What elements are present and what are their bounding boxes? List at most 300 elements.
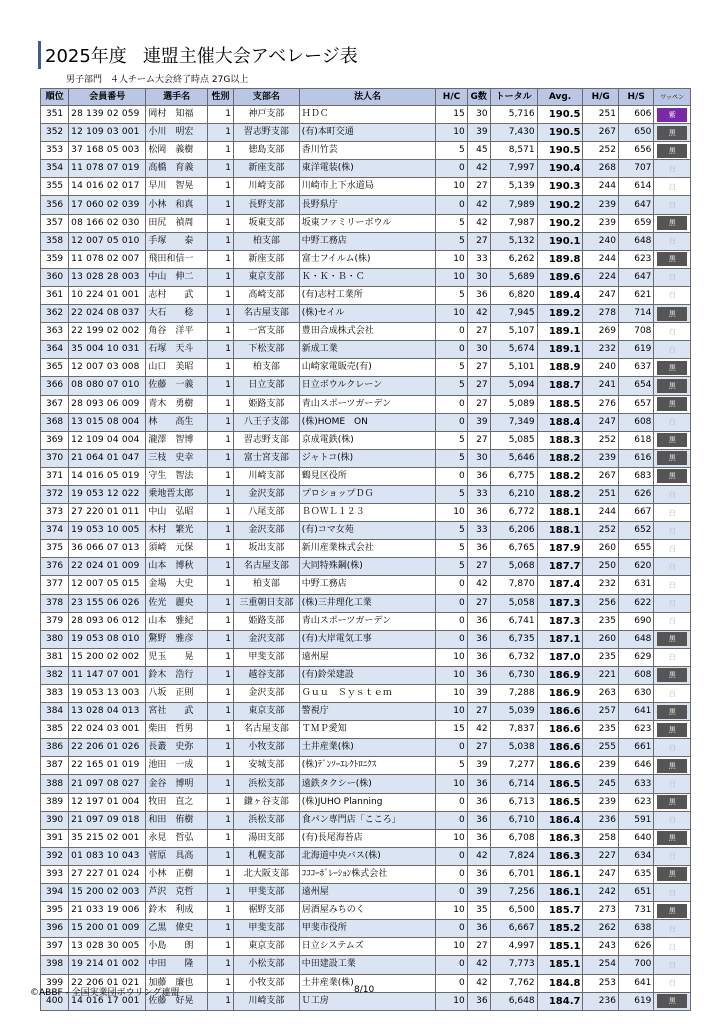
handicap-cell: 0 <box>436 630 467 648</box>
average-cell: 186.1 <box>537 884 583 902</box>
patch-cell <box>654 685 691 703</box>
table-row <box>41 540 691 558</box>
table-row <box>41 829 691 847</box>
high-series-cell: 690 <box>618 612 653 630</box>
rank-cell: 360 <box>41 268 69 286</box>
member-number-cell: 12 197 01 004 <box>69 793 146 811</box>
company-cell: 青山スポーツガーデン <box>299 395 436 413</box>
games-cell: 36 <box>467 865 490 883</box>
member-number-cell: 08 080 07 010 <box>69 377 146 395</box>
total-cell: 7,762 <box>490 974 537 992</box>
total-cell: 6,210 <box>490 485 537 503</box>
table-row <box>41 286 691 304</box>
company-cell: 坂東ファミリーボウル <box>299 214 436 232</box>
patch-badge: 白 <box>668 327 676 336</box>
games-cell: 27 <box>467 359 490 377</box>
rank-cell: 395 <box>41 902 69 920</box>
gender-cell: 1 <box>207 938 233 956</box>
high-game-cell: 252 <box>583 431 618 449</box>
high-series-cell: 630 <box>618 685 653 703</box>
header-patch: ワッペン <box>654 89 691 106</box>
high-game-cell: 260 <box>583 630 618 648</box>
header-branch: 支部名 <box>233 89 299 106</box>
high-series-cell: 707 <box>618 160 653 178</box>
high-series-cell: 641 <box>618 703 653 721</box>
footer-copyright: ©ABBF - 全国実業団ボウリング連盟 <box>30 988 180 998</box>
high-game-cell: 268 <box>583 160 618 178</box>
total-cell: 5,039 <box>490 703 537 721</box>
handicap-cell: 0 <box>436 594 467 612</box>
high-series-cell: 714 <box>618 305 653 323</box>
table-row <box>41 359 691 377</box>
high-series-cell: 637 <box>618 359 653 377</box>
patch-cell <box>654 757 691 775</box>
handicap-cell: 0 <box>436 395 467 413</box>
rank-cell: 392 <box>41 847 69 865</box>
member-number-cell: 10 224 01 001 <box>69 286 146 304</box>
rank-cell: 372 <box>41 485 69 503</box>
handicap-cell: 10 <box>436 902 467 920</box>
table-row <box>41 196 691 214</box>
page-title <box>45 42 358 68</box>
gender-cell: 1 <box>207 775 233 793</box>
average-cell: 186.6 <box>537 721 583 739</box>
average-cell: 185.7 <box>537 902 583 920</box>
patch-cell <box>654 286 691 304</box>
member-number-cell: 22 024 08 037 <box>69 305 146 323</box>
rank-cell: 367 <box>41 395 69 413</box>
patch-badge: 白 <box>668 942 676 951</box>
games-cell: 27 <box>467 594 490 612</box>
company-cell: (有)大岸電気工事 <box>299 630 436 648</box>
high-game-cell: 252 <box>583 142 618 160</box>
patch-cell <box>654 703 691 721</box>
table-row <box>41 214 691 232</box>
handicap-cell: 0 <box>436 739 467 757</box>
handicap-cell: 0 <box>436 956 467 974</box>
patch-cell <box>654 413 691 431</box>
gender-cell: 1 <box>207 829 233 847</box>
patch-cell <box>654 232 691 250</box>
patch-badge: 白 <box>668 418 676 427</box>
table-row <box>41 902 691 920</box>
member-number-cell: 15 200 02 003 <box>69 884 146 902</box>
gender-cell: 1 <box>207 576 233 594</box>
total-cell: 5,094 <box>490 377 537 395</box>
patch-cell <box>654 902 691 920</box>
patch-badge: 黒 <box>657 632 687 646</box>
games-cell: 27 <box>467 558 490 576</box>
patch-cell <box>654 395 691 413</box>
games-cell: 39 <box>467 413 490 431</box>
high-series-cell: 619 <box>618 341 653 359</box>
handicap-cell: 5 <box>436 142 467 160</box>
gender-cell: 1 <box>207 540 233 558</box>
header-company: 法人名 <box>299 89 436 106</box>
gender-cell: 1 <box>207 395 233 413</box>
total-cell: 6,500 <box>490 902 537 920</box>
handicap-cell: 0 <box>436 811 467 829</box>
company-cell: (有)長尾海苔店 <box>299 829 436 847</box>
high-series-cell: 657 <box>618 395 653 413</box>
high-series-cell: 651 <box>618 884 653 902</box>
company-cell: ジャトコ(株) <box>299 449 436 467</box>
high-series-cell: 622 <box>618 594 653 612</box>
company-cell: 香川竹芸 <box>299 142 436 160</box>
handicap-cell: 10 <box>436 504 467 522</box>
player-name-cell: 金谷 博明 <box>146 775 208 793</box>
player-name-cell: 小川 明宏 <box>146 124 208 142</box>
rank-cell: 369 <box>41 431 69 449</box>
company-cell: Ｕ工房 <box>299 992 436 1010</box>
handicap-cell: 0 <box>436 196 467 214</box>
member-number-cell: 12 109 04 004 <box>69 431 146 449</box>
branch-cell: 高崎支部 <box>233 286 299 304</box>
gender-cell: 1 <box>207 196 233 214</box>
company-cell: 新成工業 <box>299 341 436 359</box>
gender-cell: 1 <box>207 884 233 902</box>
games-cell: 36 <box>467 467 490 485</box>
high-game-cell: 273 <box>583 902 618 920</box>
handicap-cell: 10 <box>436 666 467 684</box>
gender-cell: 1 <box>207 323 233 341</box>
rank-cell: 387 <box>41 757 69 775</box>
handicap-cell: 5 <box>436 485 467 503</box>
average-cell: 186.3 <box>537 829 583 847</box>
table-header-row <box>41 89 691 106</box>
games-cell: 42 <box>467 160 490 178</box>
member-number-cell: 11 078 07 019 <box>69 160 146 178</box>
table-row <box>41 721 691 739</box>
branch-cell: 日立支部 <box>233 377 299 395</box>
player-name-cell: 石塚 天斗 <box>146 341 208 359</box>
gender-cell: 1 <box>207 920 233 938</box>
patch-cell <box>654 739 691 757</box>
games-cell: 30 <box>467 106 490 124</box>
patch-badge: 黒 <box>657 361 687 375</box>
high-series-cell: 621 <box>618 286 653 304</box>
rank-cell: 386 <box>41 739 69 757</box>
games-cell: 36 <box>467 666 490 684</box>
branch-cell: 姫路支部 <box>233 395 299 413</box>
table-row <box>41 884 691 902</box>
rank-cell: 393 <box>41 865 69 883</box>
player-name-cell: 菅原 具高 <box>146 847 208 865</box>
rank-cell: 400 <box>41 992 69 1010</box>
branch-cell: 甲斐支部 <box>233 920 299 938</box>
average-cell: 187.7 <box>537 558 583 576</box>
rank-cell: 352 <box>41 124 69 142</box>
player-name-cell: 志村 武 <box>146 286 208 304</box>
games-cell: 42 <box>467 956 490 974</box>
rank-cell: 361 <box>41 286 69 304</box>
gender-cell: 1 <box>207 974 233 992</box>
gender-cell: 1 <box>207 902 233 920</box>
gender-cell: 1 <box>207 178 233 196</box>
branch-cell: 北大阪支部 <box>233 865 299 883</box>
patch-badge: 白 <box>668 273 676 282</box>
branch-cell: 習志野支部 <box>233 431 299 449</box>
table-row <box>41 485 691 503</box>
total-cell: 5,646 <box>490 449 537 467</box>
player-name-cell: 松岡 義樹 <box>146 142 208 160</box>
average-cell: 189.1 <box>537 323 583 341</box>
high-game-cell: 260 <box>583 540 618 558</box>
average-cell: 186.9 <box>537 685 583 703</box>
high-game-cell: 239 <box>583 196 618 214</box>
company-cell: 鶴見区役所 <box>299 467 436 485</box>
branch-cell: 三重朝日支部 <box>233 594 299 612</box>
total-cell: 7,256 <box>490 884 537 902</box>
high-game-cell: 235 <box>583 648 618 666</box>
high-game-cell: 278 <box>583 305 618 323</box>
high-series-cell: 629 <box>618 648 653 666</box>
table-row <box>41 594 691 612</box>
games-cell: 33 <box>467 250 490 268</box>
player-name-cell: 大石 稔 <box>146 305 208 323</box>
games-cell: 27 <box>467 232 490 250</box>
title-accent-bar <box>38 41 41 69</box>
table-row <box>41 630 691 648</box>
high-series-cell: 667 <box>618 504 653 522</box>
patch-badge: 紫 <box>657 108 687 122</box>
table-body <box>41 106 691 1011</box>
handicap-cell: 0 <box>436 793 467 811</box>
patch-badge: 白 <box>668 960 676 969</box>
high-series-cell: 606 <box>618 106 653 124</box>
gender-cell: 1 <box>207 413 233 431</box>
member-number-cell: 28 093 06 012 <box>69 612 146 630</box>
high-series-cell: 659 <box>618 214 653 232</box>
patch-cell <box>654 124 691 142</box>
games-cell: 42 <box>467 721 490 739</box>
subtitle-division: 男子部門 <box>66 75 103 85</box>
table-row <box>41 739 691 757</box>
games-cell: 27 <box>467 323 490 341</box>
gender-cell: 1 <box>207 685 233 703</box>
average-cell: 188.2 <box>537 467 583 485</box>
branch-cell: 甲斐支部 <box>233 648 299 666</box>
handicap-cell: 0 <box>436 974 467 992</box>
handicap-cell: 10 <box>436 124 467 142</box>
patch-badge: 黒 <box>657 451 687 465</box>
gender-cell: 1 <box>207 992 233 1010</box>
high-series-cell: 623 <box>618 250 653 268</box>
handicap-cell: 5 <box>436 522 467 540</box>
patch-badge: 黒 <box>657 904 687 918</box>
patch-badge: 白 <box>668 780 676 789</box>
patch-badge: 白 <box>668 508 676 517</box>
company-cell: ＨＤＣ <box>299 106 436 124</box>
gender-cell: 1 <box>207 232 233 250</box>
high-game-cell: 244 <box>583 178 618 196</box>
company-cell: (株)三井理化工業 <box>299 594 436 612</box>
patch-badge: 白 <box>668 291 676 300</box>
table-row <box>41 431 691 449</box>
company-cell: 遠州屋 <box>299 648 436 666</box>
total-cell: 5,689 <box>490 268 537 286</box>
average-cell: 187.1 <box>537 630 583 648</box>
gender-cell: 1 <box>207 594 233 612</box>
average-cell: 189.6 <box>537 268 583 286</box>
player-name-cell: 柴田 哲男 <box>146 721 208 739</box>
patch-cell <box>654 178 691 196</box>
high-game-cell: 247 <box>583 286 618 304</box>
high-series-cell: 608 <box>618 666 653 684</box>
handicap-cell: 0 <box>436 341 467 359</box>
gender-cell: 1 <box>207 449 233 467</box>
patch-cell <box>654 431 691 449</box>
patch-badge: 黒 <box>657 397 687 411</box>
company-cell: (有)志村工業所 <box>299 286 436 304</box>
high-game-cell: 276 <box>583 395 618 413</box>
patch-badge: 黒 <box>657 668 687 682</box>
player-name-cell: 小林 正樹 <box>146 865 208 883</box>
member-number-cell: 27 220 01 011 <box>69 504 146 522</box>
high-series-cell: 654 <box>618 377 653 395</box>
high-series-cell: 626 <box>618 485 653 503</box>
player-name-cell: 永見 哲弘 <box>146 829 208 847</box>
company-cell: 青山スポーツガーデン <box>299 612 436 630</box>
gender-cell: 1 <box>207 377 233 395</box>
patch-badge: 黒 <box>657 831 687 845</box>
player-name-cell: 牧田 直之 <box>146 793 208 811</box>
rank-cell: 375 <box>41 540 69 558</box>
handicap-cell: 10 <box>436 829 467 847</box>
games-cell: 27 <box>467 395 490 413</box>
handicap-cell: 0 <box>436 865 467 883</box>
high-game-cell: 232 <box>583 576 618 594</box>
branch-cell: 坂出支部 <box>233 540 299 558</box>
player-name-cell: 早川 智晃 <box>146 178 208 196</box>
patch-badge: 白 <box>668 237 676 246</box>
table-row <box>41 413 691 431</box>
high-series-cell: 647 <box>618 268 653 286</box>
patch-cell <box>654 341 691 359</box>
gender-cell: 1 <box>207 250 233 268</box>
handicap-cell: 0 <box>436 884 467 902</box>
games-cell: 45 <box>467 142 490 160</box>
high-series-cell: 650 <box>618 124 653 142</box>
rank-cell: 399 <box>41 974 69 992</box>
high-series-cell: 626 <box>618 938 653 956</box>
company-cell: 遠州屋 <box>299 884 436 902</box>
player-name-cell: 林 高生 <box>146 413 208 431</box>
table-row <box>41 612 691 630</box>
patch-cell <box>654 250 691 268</box>
player-name-cell: 飛田和信一 <box>146 250 208 268</box>
gender-cell: 1 <box>207 847 233 865</box>
patch-badge: 白 <box>668 689 676 698</box>
handicap-cell: 0 <box>436 920 467 938</box>
player-name-cell: 山本 雅紀 <box>146 612 208 630</box>
branch-cell: 東京支部 <box>233 268 299 286</box>
table-row <box>41 160 691 178</box>
handicap-cell: 0 <box>436 413 467 431</box>
header-total: トータル <box>490 89 537 106</box>
average-cell: 189.1 <box>537 341 583 359</box>
table-row <box>41 467 691 485</box>
average-cell: 188.7 <box>537 377 583 395</box>
table-row <box>41 142 691 160</box>
gender-cell: 1 <box>207 124 233 142</box>
games-cell: 36 <box>467 992 490 1010</box>
games-cell: 27 <box>467 431 490 449</box>
member-number-cell: 22 206 01 021 <box>69 974 146 992</box>
patch-cell <box>654 594 691 612</box>
patch-badge: 黒 <box>657 216 687 230</box>
branch-cell: 一宮支部 <box>233 323 299 341</box>
high-series-cell: 648 <box>618 232 653 250</box>
company-cell: Ｇｕｕ Ｓｙｓｔｅｍ <box>299 685 436 703</box>
total-cell: 7,989 <box>490 196 537 214</box>
player-name-cell: 鈴木 浩行 <box>146 666 208 684</box>
games-cell: 27 <box>467 178 490 196</box>
member-number-cell: 12 007 05 015 <box>69 576 146 594</box>
branch-cell: 安城支部 <box>233 757 299 775</box>
branch-cell: 神戸支部 <box>233 106 299 124</box>
rank-cell: 390 <box>41 811 69 829</box>
games-cell: 27 <box>467 703 490 721</box>
rank-cell: 397 <box>41 938 69 956</box>
patch-badge: 白 <box>668 852 676 861</box>
member-number-cell: 37 168 05 003 <box>69 142 146 160</box>
rank-cell: 356 <box>41 196 69 214</box>
patch-cell <box>654 865 691 883</box>
branch-cell: 川崎支部 <box>233 992 299 1010</box>
player-name-cell: 青木 勇樹 <box>146 395 208 413</box>
branch-cell: 東京支部 <box>233 703 299 721</box>
branch-cell: 川崎支部 <box>233 467 299 485</box>
player-name-cell: 佐光 麗央 <box>146 594 208 612</box>
gender-cell: 1 <box>207 956 233 974</box>
table-row <box>41 522 691 540</box>
member-number-cell: 22 024 01 009 <box>69 558 146 576</box>
handicap-cell: 10 <box>436 305 467 323</box>
member-number-cell: 12 109 03 001 <box>69 124 146 142</box>
total-cell: 7,945 <box>490 305 537 323</box>
table-row <box>41 666 691 684</box>
player-name-cell: 乙黒 偉史 <box>146 920 208 938</box>
member-number-cell: 15 200 01 009 <box>69 920 146 938</box>
rank-cell: 398 <box>41 956 69 974</box>
patch-cell <box>654 214 691 232</box>
average-cell: 190.5 <box>537 106 583 124</box>
total-cell: 6,710 <box>490 811 537 829</box>
patch-cell <box>654 829 691 847</box>
rank-cell: 371 <box>41 467 69 485</box>
gender-cell: 1 <box>207 359 233 377</box>
header-player-name: 選手名 <box>146 89 208 106</box>
branch-cell: 湯田支部 <box>233 829 299 847</box>
player-name-cell: 児玉 晃 <box>146 648 208 666</box>
patch-badge: 黒 <box>657 307 687 321</box>
average-cell: 187.4 <box>537 576 583 594</box>
handicap-cell: 10 <box>436 268 467 286</box>
member-number-cell: 22 206 01 026 <box>69 739 146 757</box>
rank-cell: 391 <box>41 829 69 847</box>
table-row <box>41 558 691 576</box>
high-game-cell: 239 <box>583 793 618 811</box>
patch-badge: 黒 <box>657 144 687 158</box>
high-game-cell: 227 <box>583 847 618 865</box>
branch-cell: 長野支部 <box>233 196 299 214</box>
high-game-cell: 258 <box>583 829 618 847</box>
total-cell: 5,085 <box>490 431 537 449</box>
title-year: 2025年度 <box>45 46 127 67</box>
games-cell: 35 <box>467 902 490 920</box>
average-cell: 187.9 <box>537 540 583 558</box>
